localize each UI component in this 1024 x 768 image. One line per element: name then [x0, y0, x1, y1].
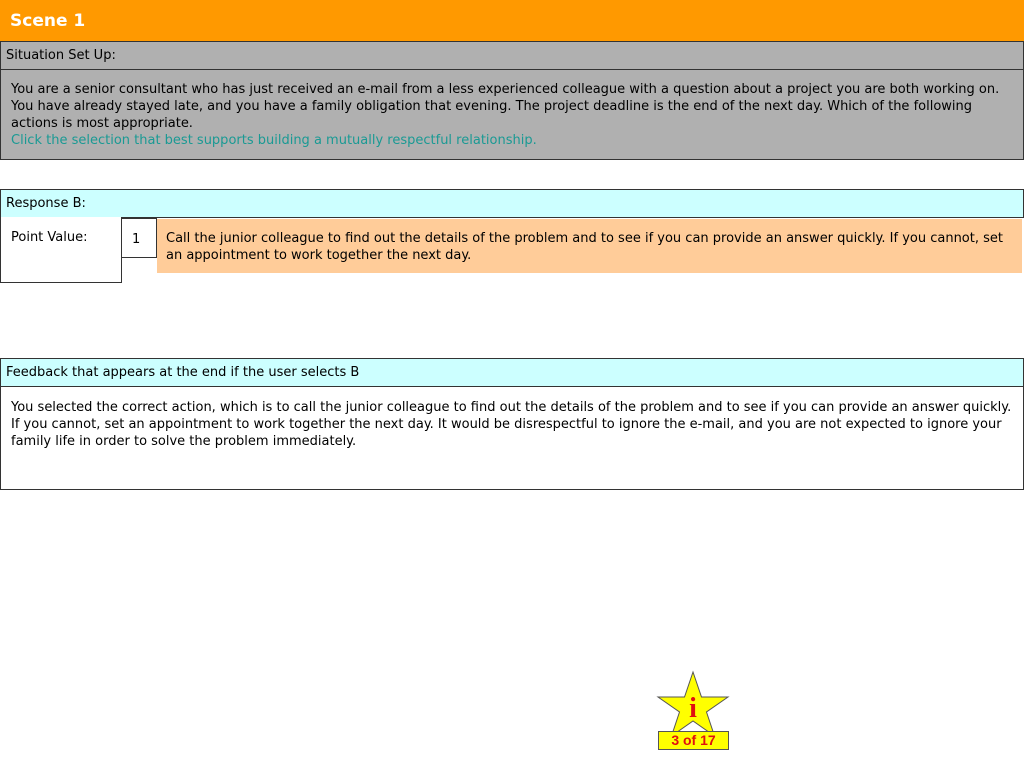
page-counter-text: 3 of 17	[671, 732, 716, 748]
feedback-label: Feedback that appears at the end if the user selects B	[6, 365, 360, 380]
response-option-b[interactable]	[157, 219, 1022, 273]
situation-setup-body	[0, 69, 1024, 160]
page-indicator[interactable]	[655, 670, 731, 752]
feedback-text: You selected the correct action, which is to call the junior colleague to find out the details of the problem and to see if you can provide an answer quickly. If you cannot, set an appointment to work together the next day. It would be disrespectful to ignore the e-mail, and you are not expected to ignore your family life in order to solve the problem immediately.	[11, 400, 1012, 449]
scene-title-bar	[0, 0, 1024, 42]
info-star-icon[interactable]	[655, 670, 731, 736]
feedback-header	[0, 358, 1024, 387]
point-value: 1	[132, 232, 141, 247]
situation-setup-label: Situation Set Up:	[6, 48, 116, 63]
situation-setup-header	[0, 42, 1024, 70]
point-value-field[interactable]	[121, 218, 157, 258]
situation-text: You are a senior consultant who has just received an e-mail from a less experienced colleague with a question about a project you are both working on. You have already stayed late, and you have a family obligation that evening. The project deadline is the end of the next day. Which of the following actions is most appropriate.	[11, 82, 1000, 131]
response-text: Call the junior colleague to find out the details of the problem and to see if you can provide an answer quickly. If you cannot, set an appointment to work together the next day.	[166, 231, 1003, 263]
scene-title: Scene 1	[10, 11, 86, 31]
info-glyph: i	[689, 693, 697, 724]
point-value-label-box	[0, 217, 122, 283]
response-header	[0, 189, 1024, 218]
page-counter	[658, 731, 729, 750]
response-label: Response B:	[6, 196, 86, 211]
point-value-label: Point Value:	[11, 230, 88, 245]
instruction-text: Click the selection that best supports building a mutually respectful relationship.	[11, 133, 537, 148]
feedback-body	[0, 386, 1024, 490]
